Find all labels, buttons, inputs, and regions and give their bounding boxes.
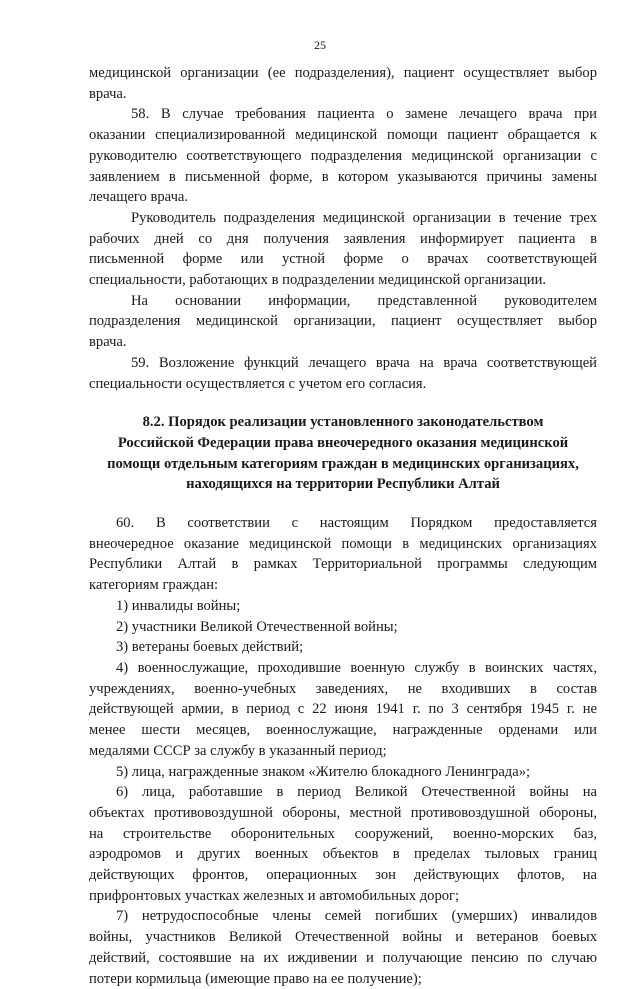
text-line: специальности, работающих в подразделении медицинской организации. [89, 272, 547, 289]
heading-line: 8.2. Порядок реализации установленного законодательством [142, 414, 544, 431]
text-line: Республики Алтай в рамках Территориальной программы следующим [89, 556, 597, 573]
paragraph [89, 637, 597, 658]
text-line: войны, участников Великой Отечественной войны и ветеранов боевых [89, 929, 597, 946]
text-line: 60. В соответствии с настоящим Порядком предоставляется [116, 515, 597, 532]
text-line: На основании информации, представленной руководителем [131, 292, 597, 309]
text-line: внеочередное оказание медицинской помощи в медицинских организациях [89, 535, 597, 552]
paragraph [89, 513, 597, 596]
text-line: объектах противовоздушной обороны, местной противовоздушной обороны, [89, 804, 597, 821]
text-line: 4) военнослужащие, проходившие военную службу в воинских частях, [116, 659, 597, 676]
paragraph [89, 208, 597, 291]
text-line: действующей армии, в период с 22 июня 1941 г. по 3 сентября 1945 г. не [89, 701, 597, 718]
text-line: 7) нетрудоспособные члены семей погибших (умерших) инвалидов [116, 908, 597, 925]
text-line: аэродромов и других военных объектов в пределах тыловых границ [89, 846, 597, 863]
text-line: 1) инвалиды войны; [116, 597, 241, 614]
text-line: специальности осуществляется с учетом его согласия. [89, 375, 427, 392]
paragraph [89, 104, 597, 208]
paragraphs-bottom [89, 513, 597, 989]
text-line: учреждениях, военно-учебных заведениях, не входивших в состав [89, 680, 597, 697]
paragraph [89, 658, 597, 762]
paragraph [89, 63, 597, 104]
text-line: врача. [89, 85, 127, 102]
text-line: оказании специализированной медицинской помощи пациент обращается к [89, 127, 597, 144]
text-line: действий, состоявшие на их иждивении и получающие пенсию по случаю [89, 949, 597, 966]
text-line: 59. Возложение функций лечащего врача на врача соответствующей [131, 354, 597, 371]
text-line: 6) лица, работавшие в период Великой Отечественной войны на [116, 784, 597, 801]
text-line: действующих фронтов, операционных зон действующих флотов, на [89, 867, 597, 884]
paragraph [89, 291, 597, 353]
text-line: подразделения медицинской организации, пациент осуществляет выбор [89, 313, 597, 330]
text-line: врача. [89, 334, 127, 351]
text-line: 5) лица, награжденные знаком «Жителю блокадного Ленинграда»; [116, 763, 531, 780]
paragraph [89, 782, 597, 906]
text-line: менее шести месяцев, военнослужащие, награжденные орденами или [89, 722, 597, 739]
paragraph [89, 596, 597, 617]
paragraph [89, 617, 597, 638]
paragraph [89, 762, 597, 783]
text-line: 58. В случае требования пациента о замене лечащего врача при [131, 106, 597, 123]
page-number: 25 [314, 38, 326, 52]
text-line: руководителю соответствующего подразделения медицинской организации с [89, 147, 597, 164]
text-line: Руководитель подразделения медицинской организации в течение трех [131, 209, 597, 226]
heading-line: находящихся на территории Республики Алтай [186, 476, 500, 493]
text-line: 3) ветераны боевых действий; [116, 639, 304, 656]
heading-line: помощи отдельным категориям граждан в медицинских организациях, [107, 455, 579, 472]
paragraphs-top [89, 63, 597, 394]
paragraph [89, 906, 597, 989]
text-line: 2) участники Великой Отечественной войны; [116, 618, 398, 635]
text-line: рабочих дней со дня получения заявления информирует пациента в [89, 230, 597, 247]
text-line: категориям граждан: [89, 577, 219, 594]
document-body [89, 63, 597, 989]
section-heading [89, 412, 597, 495]
text-line: на строительстве оборонительных сооружений, военно-морских баз, [89, 825, 597, 842]
text-line: письменной форме или устной форме о врачах соответствующей [89, 251, 597, 268]
paragraph [89, 353, 597, 394]
text-line: лечащего врача. [89, 189, 189, 206]
heading-line: Российской Федерации права внеочередного оказания медицинской [117, 434, 569, 451]
text-line: заявлением в письменной форме, в котором указываются причины замены [89, 168, 597, 185]
text-line: медицинской организации (ее подразделения), пациент осуществляет выбор [89, 65, 597, 81]
text-line: потери кормильца (имеющие право на ее получение); [89, 970, 422, 987]
text-line: медалями СССР за службу в указанный период; [89, 742, 387, 759]
text-line: прифронтовых участках железных и автомобильных дорог; [89, 887, 460, 904]
